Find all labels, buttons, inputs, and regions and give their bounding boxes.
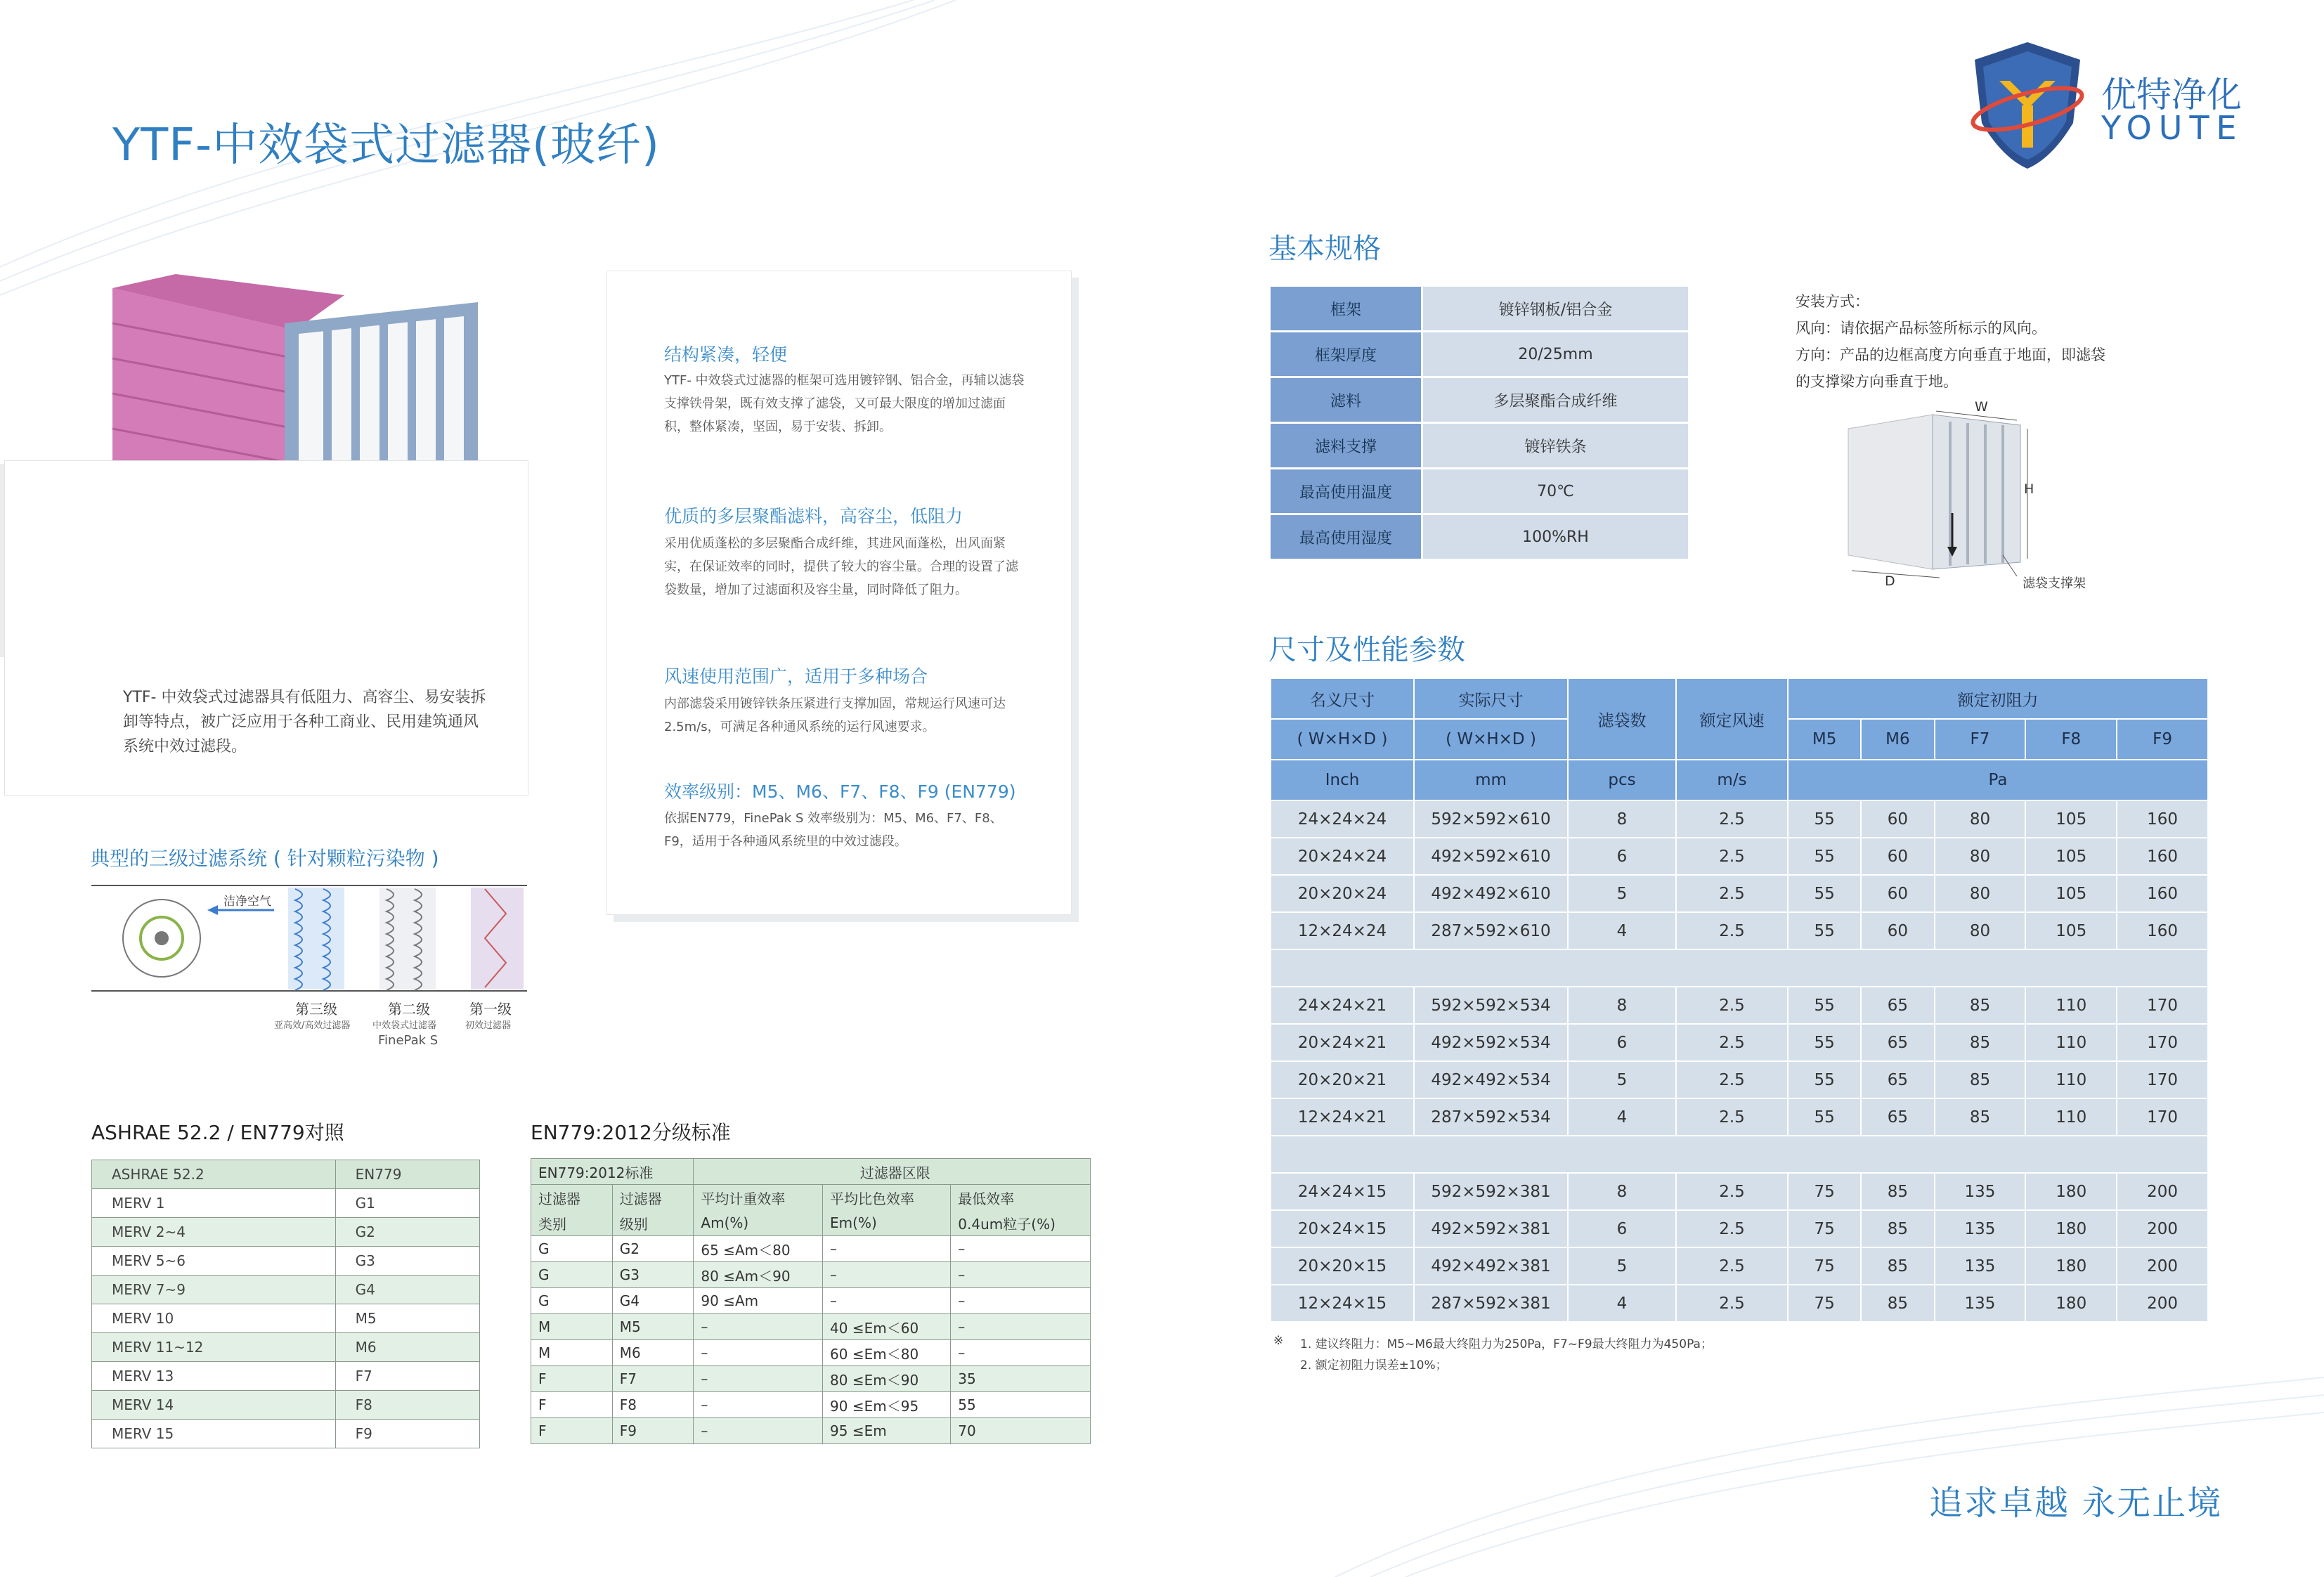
spec-value: 70℃ [1422,469,1689,514]
table-cell: G4 [335,1276,479,1304]
table-cell: F9 [612,1418,694,1444]
install-line: 方向：产品的边框高度方向垂直于地面，即滤袋 [1796,346,2105,363]
table-cell: – [694,1392,823,1418]
dim-w-label: W [1975,399,1988,415]
table-header: Am(%) [694,1210,823,1236]
table-cell: 80 [1935,838,2026,875]
table-cell: 55 [1788,1061,1861,1098]
table-cell: 75 [1788,1285,1861,1322]
table-cell: F7 [612,1366,694,1392]
table-cell: – [694,1340,823,1366]
table-cell: F9 [335,1420,479,1448]
spec-key: 最高使用温度 [1270,469,1422,514]
table-cell: 4 [1568,912,1676,949]
table-cell: MERV 7~9 [92,1276,336,1304]
table-cell: G2 [335,1218,479,1247]
feature-title-2: 优质的多层聚酯滤料，高容尘，低阻力 [664,506,963,526]
table-cell: 95 ≤Em [823,1418,951,1444]
table-cell: 160 [2117,912,2208,949]
table-row [1271,800,2208,838]
table-cell: 55 [1788,838,1861,875]
table-header: 类别 [531,1210,613,1236]
table-cell: 75 [1788,1210,1861,1247]
table-cell: 160 [2117,838,2208,875]
unit-header: pcs [1568,760,1676,800]
feature-title-3: 风速使用范围广，适用于多种场合 [664,666,928,687]
table-cell: 2.5 [1676,1247,1788,1285]
table-cell: M6 [612,1340,694,1366]
table-cell: 492×592×381 [1414,1210,1568,1247]
table-cell: 287×592×381 [1414,1285,1568,1322]
feature-text-1: YTF- 中效袋式过滤器的框架可选用镀锌钢、铝合金，再辅以滤袋支撑铁骨架，既有效支撑了滤袋，又可最大限度的增加过滤面积，整体紧凑，坚固，易于安装、拆卸。 [664,373,1025,434]
table-row [1271,875,2208,912]
table-cell: 20×24×15 [1271,1210,1414,1247]
spec-key: 最高使用湿度 [1270,514,1422,560]
table-header: EN779:2012标准 [531,1159,694,1185]
header-whd: ( W×H×D ) [1414,719,1568,760]
table-cell: 2.5 [1676,838,1788,875]
feature-text-3: 内部滤袋采用镀锌铁条压紧进行支撑加固，常规运行风速可达2.5m/s，可满足各种通风系统的运行风速要求。 [664,696,1006,734]
feature-text-2: 采用优质蓬松的多层聚酯合成纤维，其进风面蓬松，出风面紧实，在保证效率的同时，提供了较大的容尘量。合理的设置了滤袋数量，增加了过滤面积及容尘量，同时降低了阻力。 [664,536,1018,597]
unit-header: Pa [1788,760,2208,800]
table-cell: 170 [2117,1024,2208,1061]
table-cell: 105 [2025,800,2117,838]
table-cell: 6 [1568,1024,1676,1061]
filtration-system-diagram [91,882,527,994]
dim-h-label: H [2024,481,2034,497]
header-whd: ( W×H×D ) [1271,719,1414,760]
table-cell: 8 [1568,987,1676,1024]
table-cell: G3 [335,1247,479,1276]
table-cell: 55 [1788,987,1861,1024]
intro-text: YTF- 中效袋式过滤器具有低阻力、高容尘、易安装拆卸等特点，被广泛应用于各种工商业、民用建筑通风系统中效过滤段。 [123,689,486,755]
table-cell: 12×24×24 [1271,912,1414,949]
table-cell: – [694,1314,823,1340]
group-separator-row [1271,1136,2208,1173]
stage3-label: 第三级 [295,1001,337,1018]
install-diagram-illustration [1834,408,2031,590]
unit-header: m/s [1676,760,1788,800]
header-bags: 滤袋数 [1568,678,1676,760]
table-cell: 6 [1568,838,1676,875]
table-cell: – [823,1288,951,1314]
table-cell: 60 [1861,875,1934,912]
table-cell: 170 [2117,1061,2208,1098]
support-frame-label: 滤袋支撑架 [2023,576,2086,591]
table-cell: 492×592×610 [1414,838,1568,875]
stage1-sublabel: 初效过滤器 [465,1020,512,1031]
note-1: 1. 建议终阻力：M5~M6最大终阻力为250Pa，F7~F9最大终阻力为450Pa； [1300,1337,1713,1351]
table-header: 过滤器区限 [694,1159,1091,1185]
table-cell: 85 [1935,1024,2026,1061]
table-header: 平均比色效率 [823,1185,951,1211]
table-cell: 60 [1861,838,1934,875]
note-mark: ※ [1273,1334,1284,1348]
separator-cell [1271,1136,2208,1173]
table-cell: 200 [2117,1210,2208,1247]
table-cell: 24×24×21 [1271,987,1414,1024]
table-cell: 160 [2117,875,2208,912]
table-cell: 65 [1861,1098,1934,1136]
table-cell: 492×492×610 [1414,875,1568,912]
table-cell: 75 [1788,1173,1861,1210]
table-cell: 40 ≤Em＜60 [823,1314,951,1340]
table-cell: 55 [1788,1024,1861,1061]
table-cell: 85 [1935,1061,2026,1098]
table-cell: 2.5 [1676,800,1788,838]
table-cell: M6 [335,1333,479,1362]
table-cell: 70 [951,1418,1091,1444]
table-cell: 80 [1935,800,2026,838]
table-cell: – [951,1288,1091,1314]
grade-header: M6 [1861,719,1934,760]
table-cell: 492×492×534 [1414,1061,1568,1098]
table-cell: 12×24×15 [1271,1285,1414,1322]
table-cell: M [531,1340,613,1366]
table-cell: 2.5 [1676,987,1788,1024]
table-cell: MERV 11~12 [92,1333,336,1362]
table-cell: 85 [1861,1247,1934,1285]
perf-title: 尺寸及性能参数 [1268,634,1465,666]
feature-title-1: 结构紧凑，轻便 [664,344,788,365]
feature-title-4: 效率级别：M5、M6、F7、F8、F9 (EN779) [664,781,1016,802]
grade-header: F8 [2025,719,2117,760]
table-cell: 170 [2117,1098,2208,1136]
table-cell: 90 ≤Em＜95 [823,1392,951,1418]
table-cell: 110 [2025,1098,2117,1136]
spec-value: 100%RH [1422,514,1689,560]
feature-text-4: 依据EN779，FinePak S 效率级别为：M5、M6、F7、F8、F9，适用于各种通风系统里的中效过滤段。 [664,811,1003,849]
table-cell: 105 [2025,875,2117,912]
table-cell: 8 [1568,800,1676,838]
table-cell: M [531,1314,613,1340]
table-cell: 24×24×15 [1271,1173,1414,1210]
table-cell: 55 [1788,1098,1861,1136]
table-cell: – [951,1314,1091,1340]
dim-d-label: D [1885,573,1895,589]
table-cell: 65 [1861,1061,1934,1098]
table-cell: 4 [1568,1285,1676,1322]
spec-key: 滤料 [1270,377,1422,423]
stage1-label: 第一级 [469,1001,512,1018]
table-cell: MERV 1 [92,1189,336,1218]
table-cell: 55 [1788,875,1861,912]
table-header: 级别 [612,1210,694,1236]
en779-header: EN779 [335,1160,479,1189]
table-cell: F [531,1392,613,1418]
table-cell: 287×592×534 [1414,1098,1568,1136]
note-2: 2. 额定初阻力误差±10%； [1300,1358,1448,1372]
table-cell: 110 [2025,1061,2117,1098]
table-cell: 110 [2025,987,2117,1024]
table-cell: 200 [2117,1247,2208,1285]
table-cell: 2.5 [1676,1061,1788,1098]
table-cell: – [951,1236,1091,1262]
table-cell: 592×592×534 [1414,987,1568,1024]
grade-header: F7 [1935,719,2026,760]
ashrae-en779-table [91,1160,480,1448]
table-cell: 592×592×610 [1414,800,1568,838]
table-cell: 20×24×24 [1271,838,1414,875]
table-header: 过滤器 [531,1185,613,1211]
spec-key: 滤料支撑 [1270,423,1422,469]
table-cell: 105 [2025,912,2117,949]
table-cell: 592×592×381 [1414,1173,1568,1210]
table-cell: 160 [2117,800,2208,838]
table-cell: 180 [2025,1247,2117,1285]
table-cell: 4 [1568,1098,1676,1136]
shield-logo-icon [1968,39,2087,172]
table-cell: 105 [2025,838,2117,875]
table-cell: 5 [1568,1061,1676,1098]
table-cell: 75 [1788,1247,1861,1285]
table-row [1271,838,2208,875]
header-nominal: 名义尺寸 [1271,678,1414,719]
table-row [1271,1061,2208,1098]
table-cell: 2.5 [1676,1098,1788,1136]
table-cell: 135 [1935,1285,2026,1322]
table-cell: 85 [1861,1173,1934,1210]
table-cell: 180 [2025,1285,2117,1322]
table-row [1271,1285,2208,1322]
table-cell: – [823,1236,951,1262]
install-line: 的支撑梁方向垂直于地。 [1796,373,1958,390]
table-cell: G1 [335,1189,479,1218]
table-cell: F [531,1418,613,1444]
table-cell: G [531,1262,613,1288]
table-cell: 80 [1935,912,2026,949]
table-cell: 170 [2117,987,2208,1024]
stage2-label: 第二级 [388,1001,430,1018]
table-cell: 180 [2025,1173,2117,1210]
install-line: 安装方式： [1796,293,1869,310]
install-line: 风向：请依据产品标签所标示的风向。 [1796,320,2046,337]
table-row [1271,1024,2208,1061]
table-cell: G3 [612,1262,694,1288]
table-header: Em(%) [823,1210,951,1236]
en779-grading-table [531,1158,1091,1444]
table-cell: 35 [951,1366,1091,1392]
spec-value: 20/25mm [1422,332,1689,377]
table-cell: 492×592×534 [1414,1024,1568,1061]
table-cell: 2.5 [1676,912,1788,949]
table-header: 最低效率 [951,1185,1091,1211]
table-cell: 65 [1861,1024,1934,1061]
table-cell: 492×492×381 [1414,1247,1568,1285]
table-cell: MERV 13 [92,1362,336,1391]
group-separator-row [1271,949,2208,987]
table-cell: 2.5 [1676,875,1788,912]
logo-name-en: YOUTE [2101,109,2244,147]
table-cell: 60 [1861,912,1934,949]
table-row [1271,1098,2208,1136]
clean-air-label: 洁净空气 [223,895,271,909]
system-title: 典型的三级过滤系统 ( 针对颗粒污染物 ) [90,847,439,870]
table-cell: MERV 5~6 [92,1247,336,1276]
table-row [1271,1247,2208,1285]
table-cell: – [694,1418,823,1444]
table-cell: F8 [612,1392,694,1418]
table-cell: 90 ≤Am [694,1288,823,1314]
stage2-product: FinePak S [378,1033,439,1048]
table-cell: 5 [1568,1247,1676,1285]
table-cell: 65 ≤Am＜80 [694,1236,823,1262]
table-cell: M5 [335,1304,479,1333]
install-notes [1796,288,2105,395]
header-velocity: 额定风速 [1676,678,1788,760]
table-cell: 80 [1935,875,2026,912]
table-cell: 65 [1861,987,1934,1024]
table-cell: G2 [612,1236,694,1262]
table-cell: 135 [1935,1247,2026,1285]
table-cell: 200 [2117,1173,2208,1210]
performance-table [1270,677,2209,1323]
table-cell: – [951,1340,1091,1366]
table-cell: 80 ≤Em＜90 [823,1366,951,1392]
table-cell: 287×592×610 [1414,912,1568,949]
table-cell: G4 [612,1288,694,1314]
table-cell: 85 [1935,1098,2026,1136]
table-cell: 60 ≤Em＜80 [823,1340,951,1366]
header-resistance: 额定初阻力 [1788,678,2208,719]
table-cell: 60 [1861,800,1934,838]
table-header: 平均计重效率 [694,1185,823,1211]
table-cell: 200 [2117,1285,2208,1322]
spec-key: 框架 [1270,286,1422,332]
table-cell: 135 [1935,1210,2026,1247]
table-cell: MERV 14 [92,1391,336,1420]
table-cell: 20×20×15 [1271,1247,1414,1285]
table-cell: 135 [1935,1173,2026,1210]
table-cell: 55 [1788,800,1861,838]
table-cell: – [694,1366,823,1392]
table-cell: – [823,1262,951,1288]
table-row [1271,987,2208,1024]
table-row [1271,1210,2208,1247]
table-cell: 85 [1861,1285,1934,1322]
table-cell: 2.5 [1676,1285,1788,1322]
table-cell: F [531,1366,613,1392]
spec-value: 多层聚酯合成纤维 [1422,377,1689,423]
ashrae-header: ASHRAE 52.2 [92,1160,336,1189]
table-cell: 20×24×21 [1271,1024,1414,1061]
stage2-sublabel: 中效袋式过滤器 [372,1020,437,1031]
table-cell: M5 [612,1314,694,1340]
table-cell: 85 [1935,987,2026,1024]
table-cell: 2.5 [1676,1210,1788,1247]
stage3-sublabel: 亚高效/高效过滤器 [274,1020,351,1031]
unit-header: Inch [1271,760,1414,800]
slogan: 追求卓越 永无止境 [1929,1484,2223,1523]
table-cell: 8 [1568,1173,1676,1210]
spec-table [1268,285,1690,561]
grade-header: F9 [2117,719,2208,760]
spec-value: 镀锌钢板/铝合金 [1422,286,1689,332]
table-cell: 2.5 [1676,1024,1788,1061]
table-cell: MERV 15 [92,1420,336,1448]
table-cell: 5 [1568,875,1676,912]
table-row [1271,1173,2208,1210]
table-cell: 180 [2025,1210,2117,1247]
table-cell: MERV 10 [92,1304,336,1333]
table-header: 0.4um粒子(%) [951,1210,1091,1236]
header-actual: 实际尺寸 [1414,678,1568,719]
table-cell: – [951,1262,1091,1288]
table-cell: F8 [335,1391,479,1420]
spec-value: 镀锌铁条 [1422,423,1689,469]
table-cell: MERV 2~4 [92,1218,336,1247]
table-cell: 2.5 [1676,1173,1788,1210]
table-cell: 55 [1788,912,1861,949]
unit-header: mm [1414,760,1568,800]
table-cell: G [531,1288,613,1314]
table-cell: 85 [1861,1210,1934,1247]
ashrae-title: ASHRAE 52.2 / EN779对照 [91,1121,344,1144]
spec-title: 基本规格 [1268,233,1381,265]
table-cell: 80 ≤Am＜90 [694,1262,823,1288]
table-row [1271,912,2208,949]
logo-name-cn: 优特净化 [2101,74,2242,115]
page-title: YTF-中效袋式过滤器(玻纤) [112,119,661,171]
en779-title: EN779:2012分级标准 [531,1121,731,1144]
spec-key: 框架厚度 [1270,332,1422,377]
table-cell: G [531,1236,613,1262]
table-cell: 20×20×21 [1271,1061,1414,1098]
table-cell: 24×24×24 [1271,800,1414,838]
table-header: 过滤器 [612,1185,694,1211]
grade-header: M5 [1788,719,1861,760]
table-cell: 12×24×21 [1271,1098,1414,1136]
table-cell: 20×20×24 [1271,875,1414,912]
table-cell: 6 [1568,1210,1676,1247]
separator-cell [1271,949,2208,987]
table-cell: 55 [951,1392,1091,1418]
table-cell: 110 [2025,1024,2117,1061]
table-cell: F7 [335,1362,479,1391]
